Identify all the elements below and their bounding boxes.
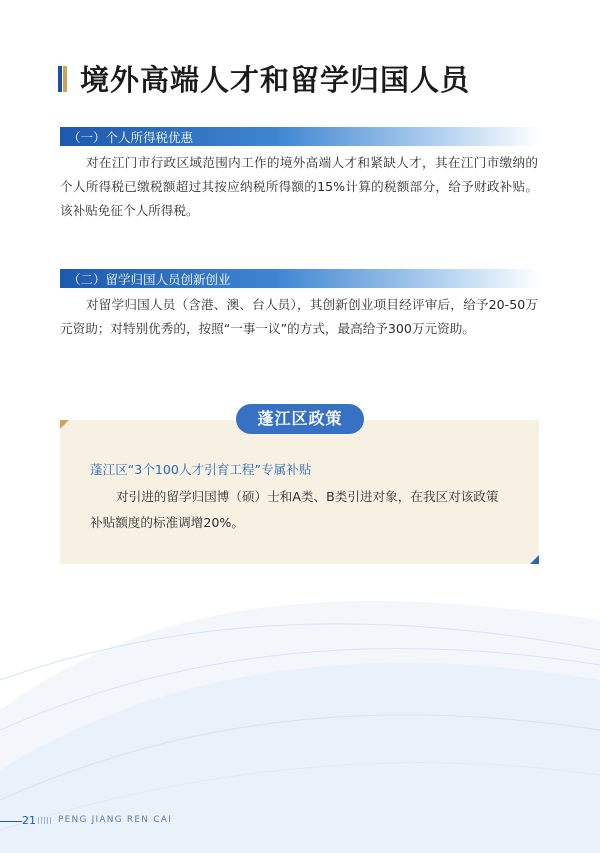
page-title: 境外高端人才和留学归国人员: [80, 63, 471, 97]
policy-subtitle: 蓬江区“3个100人才引育工程”专属补贴: [90, 462, 312, 477]
running-title: PENG JIANG REN CAI: [58, 815, 172, 825]
corner-top-left-icon: [60, 420, 69, 429]
section-2-body: 对留学归国人员（含港、澳、台人员），其创新创业项目经评审后，给予20-50万元资助；对特别优秀的，按照“一事一议”的方式，最高给予300万元资助。: [60, 297, 538, 336]
title-accent-bar: [58, 66, 66, 92]
page-number: 21: [22, 814, 36, 827]
policy-tab: 蓬江区政策: [236, 404, 364, 434]
section-heading-1: [60, 127, 540, 146]
corner-bottom-right-icon: [530, 555, 539, 564]
footer-ticks-icon: [38, 817, 54, 824]
policy-body: 对引进的留学归国博（硕）士和A类、B类引进对象，在我区对该政策补贴额度的标准调增20%。: [90, 489, 499, 530]
section-heading-2: [60, 269, 540, 288]
section-heading-2-label: （二）留学归国人员创新创业: [68, 272, 231, 287]
section-heading-1-label: （一）个人所得税优惠: [68, 130, 194, 145]
footer-rule: [0, 821, 22, 822]
background-waves: [0, 560, 600, 853]
section-1-body: 对在江门市行政区域范围内工作的境外高端人才和紧缺人才，其在江门市缴纳的个人所得税已缴税额超过其按应纳税所得额的15%计算的税额部分，给予财政补贴。该补贴免征个人所得税。: [60, 155, 538, 218]
title-accent-gold: [63, 66, 67, 92]
title-accent-blue: [58, 66, 62, 92]
